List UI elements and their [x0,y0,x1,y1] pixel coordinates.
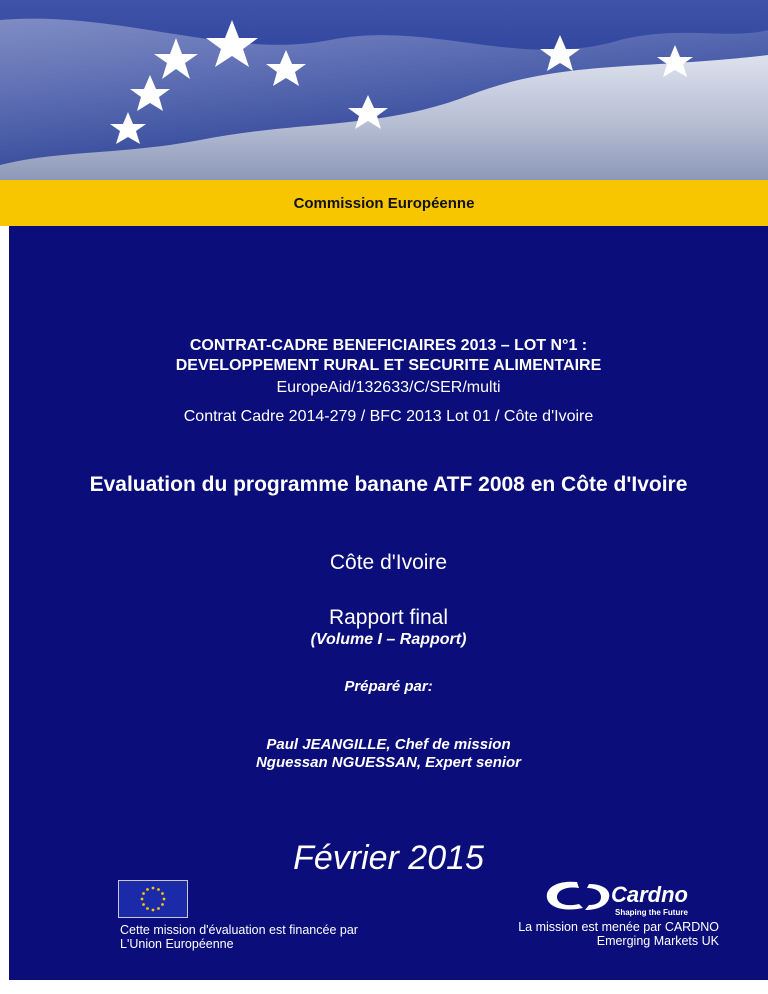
contract-reference: Contrat Cadre 2014-279 / BFC 2013 Lot 01 / Côte d'Ivoire [183,408,594,425]
flag-wave-graphic [0,0,768,180]
eu-flag-icon [118,880,188,918]
cardno-tagline: Shaping the Future [615,908,688,917]
report-date: Février 2015 [293,839,484,877]
managed-line2: Emerging Markets UK [596,934,719,948]
funding-line1: Cette mission d'évaluation est financée par [120,923,358,937]
contract-title-line2: DEVELOPPEMENT RURAL ET SECURITE ALIMENTAIRE [175,357,602,374]
commission-label: Commission Européenne [293,194,475,212]
author-chef-de-mission: Paul JEANGILLE, Chef de mission [266,736,511,753]
eu-flag-banner [0,0,768,180]
report-title: Evaluation du programme banane ATF 2008 en Côte d'Ivoire [89,473,688,496]
managed-by-statement [518,920,719,948]
funding-line2: L'Union Européenne [120,937,234,951]
contract-title-line1: CONTRAT-CADRE BENEFICIAIRES 2013 – LOT N°1 : [189,337,588,354]
contract-title [9,336,768,376]
report-country: Côte d'Ivoire [329,551,448,574]
cardno-wordmark: Cardno [611,882,688,907]
report-type: Rapport final [328,606,449,629]
commission-band [0,180,768,226]
report-volume: (Volume I – Rapport) [310,631,467,648]
author-expert-senior: Nguessan NGUESSAN, Expert senior [255,754,522,771]
cover-panel [9,226,768,980]
managed-line1: La mission est menée par CARDNO [518,920,719,934]
prepared-by-label: Préparé par: [344,678,433,695]
funding-statement [120,923,358,951]
europeaid-reference: EuropeAid/132633/C/SER/multi [276,379,501,396]
